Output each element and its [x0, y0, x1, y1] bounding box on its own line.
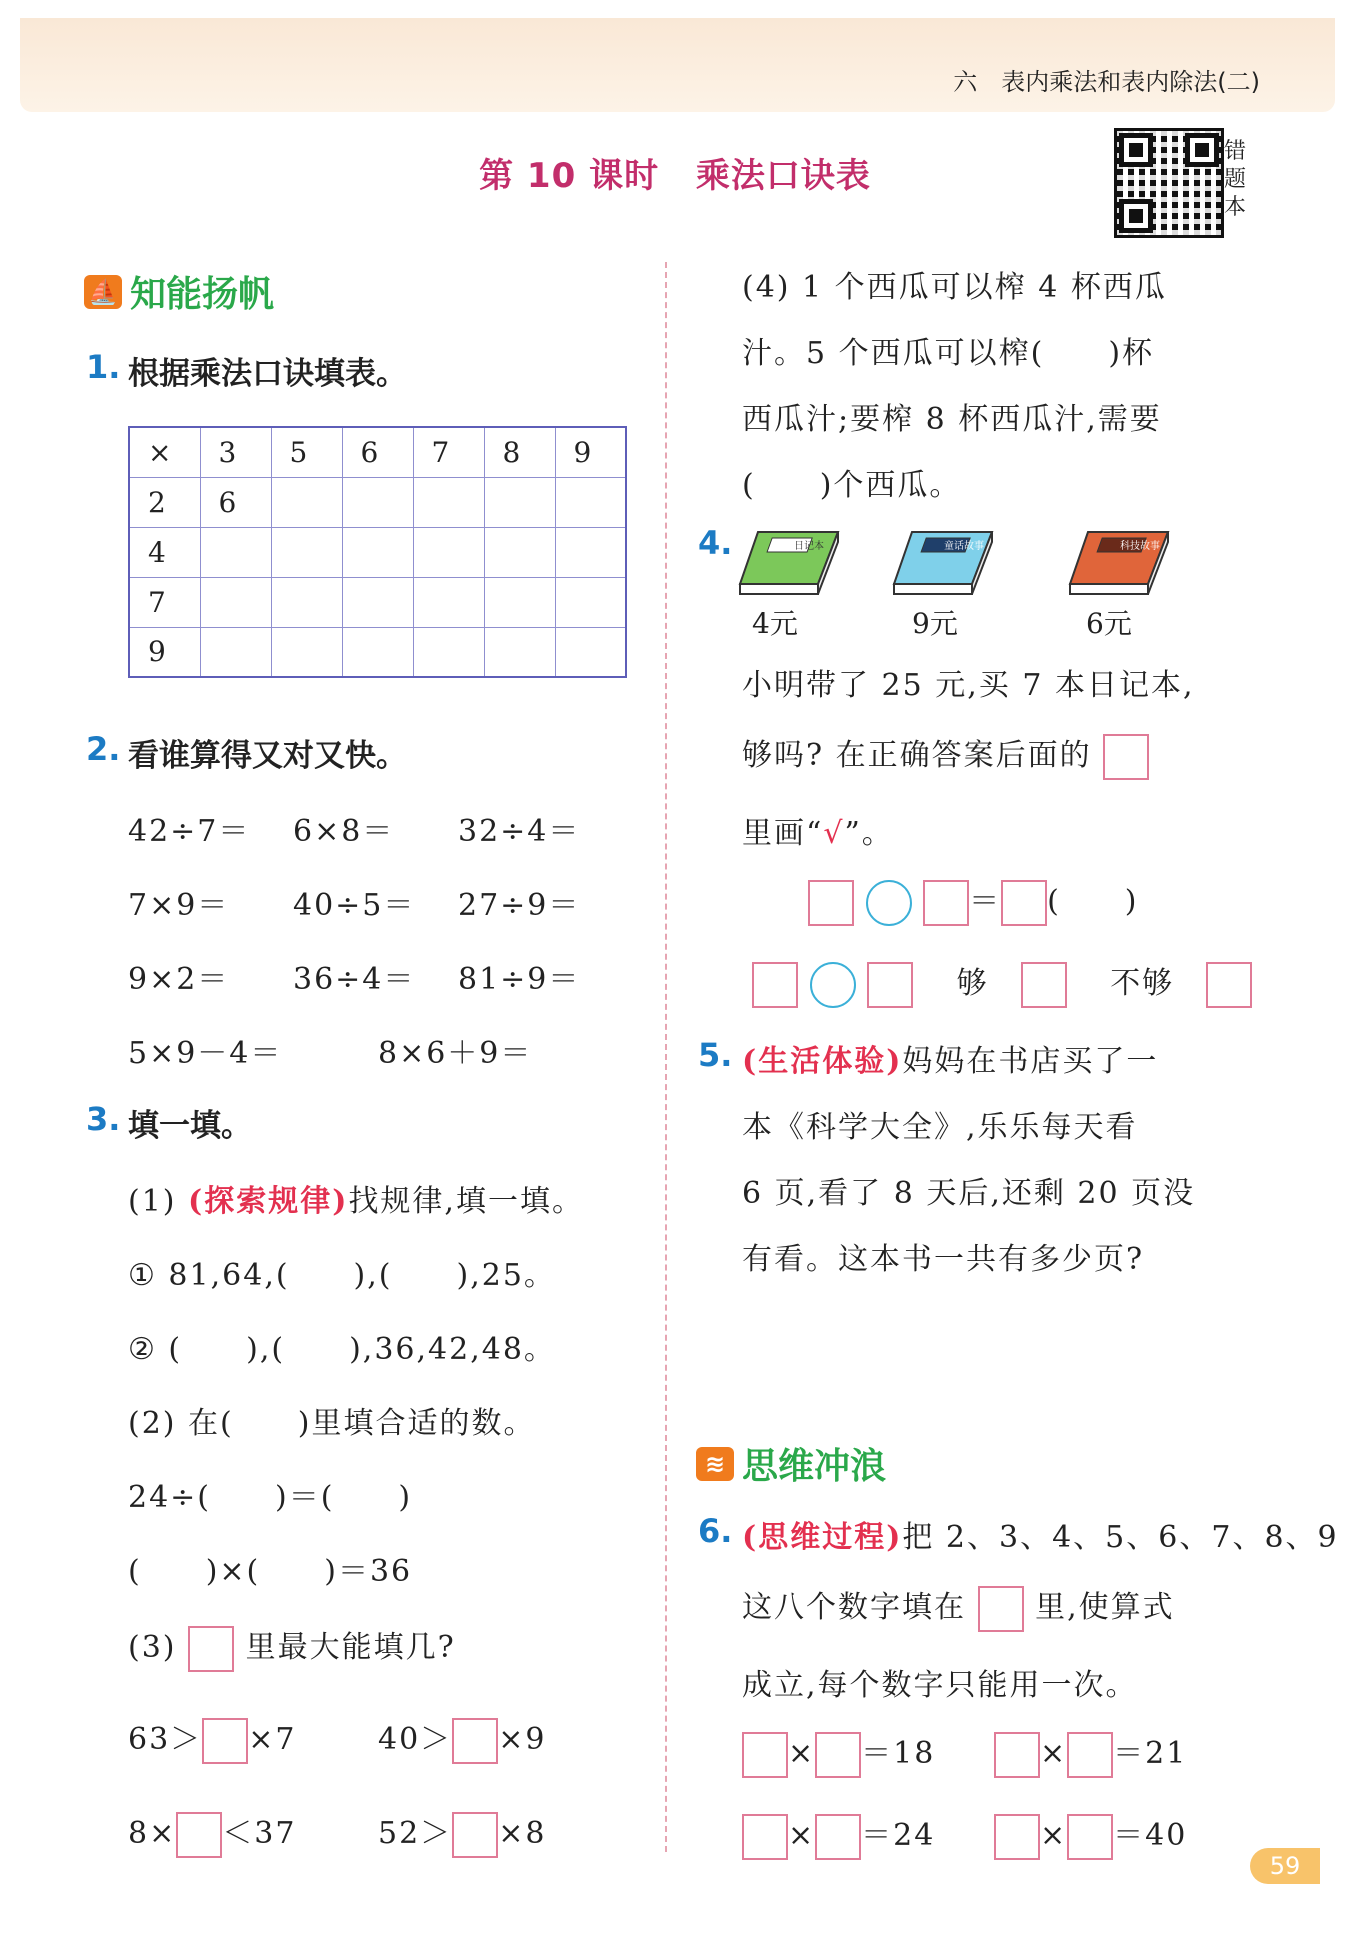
table-cell[interactable] — [484, 527, 555, 577]
table-cell[interactable] — [555, 527, 626, 577]
question-1-title: 根据乘法口诀填表。 — [128, 356, 407, 392]
calc-item: 7×9＝ — [128, 888, 230, 923]
question-5-number: 5. — [698, 1036, 733, 1074]
answer-box[interactable] — [188, 1626, 234, 1672]
q4-equation-row: ＝ ( ) — [808, 876, 1139, 926]
q3-part1-line: (1) (探索规律)找规律,填一填。 — [128, 1184, 584, 1219]
answer-box[interactable] — [978, 1586, 1024, 1632]
table-row — [129, 477, 626, 527]
question-2-title: 看谁算得又对又快。 — [128, 738, 407, 774]
q5-l2: 本《科学大全》,乐乐每天看 — [742, 1110, 1138, 1145]
book-price: 6元 — [1086, 607, 1132, 640]
answer-box[interactable] — [815, 1732, 861, 1778]
q3-part3-line: (3) 里最大能填几? — [128, 1622, 456, 1672]
answer-box[interactable] — [452, 1718, 498, 1764]
calc-item: 36÷4＝ — [293, 962, 416, 997]
q3-part3-a2: 40＞ ×9 — [378, 1714, 546, 1764]
table-cell[interactable] — [271, 627, 342, 677]
section-heading-zhineng: ⛵ 知能扬帆 — [84, 266, 274, 317]
calc-item: 27÷9＝ — [458, 888, 581, 923]
q4-compare-row: 够 不够 — [752, 958, 1252, 1008]
q3-part3-b1: 8× ＜37 — [128, 1808, 296, 1858]
calc-item: 6×8＝ — [293, 814, 395, 849]
q6-eq4: × ＝40 — [994, 1810, 1187, 1860]
table-cell[interactable] — [342, 627, 413, 677]
calc-item: 8×6＋9＝ — [378, 1036, 533, 1071]
surf-icon: ≋ — [696, 1447, 734, 1481]
qr-code-icon[interactable] — [1114, 128, 1224, 238]
q3-part4-l4: ( )个西瓜。 — [742, 468, 962, 503]
calc-item: 5×9－4＝ — [128, 1036, 283, 1071]
section-heading-siwei: ≋ 思维冲浪 — [696, 1438, 886, 1489]
table-cell[interactable] — [200, 527, 271, 577]
book-label: 童话故事 — [944, 541, 984, 552]
table-cell[interactable] — [342, 577, 413, 627]
answer-box[interactable] — [742, 1732, 788, 1778]
q6-l3: 成立,每个数字只能用一次。 — [742, 1668, 1138, 1703]
table-cell[interactable] — [555, 577, 626, 627]
answer-box[interactable] — [202, 1718, 248, 1764]
question-3-title: 填一填。 — [128, 1108, 252, 1144]
lesson-name: 乘法口诀表 — [695, 156, 871, 196]
answer-box[interactable] — [923, 880, 969, 926]
q3-part4-l2: 汁。5 个西瓜可以榨( )杯 — [742, 336, 1155, 371]
lesson-number: 第 10 课时 — [479, 156, 660, 196]
calc-item: 9×2＝ — [128, 962, 230, 997]
table-cell[interactable] — [555, 627, 626, 677]
table-cell[interactable] — [484, 627, 555, 677]
tag-explore: (探索规律) — [188, 1184, 349, 1219]
q5-l4: 有看。这本书一共有多少页? — [742, 1242, 1145, 1277]
table-header-cell: 6 — [342, 427, 413, 477]
table-cell[interactable] — [484, 577, 555, 627]
answer-box[interactable] — [1001, 880, 1047, 926]
table-header-row — [129, 427, 626, 477]
q5-l1: (生活体验)妈妈在书店买了一 — [742, 1044, 1159, 1079]
check-mark-icon: √ — [823, 816, 845, 851]
table-header-cell: 8 — [484, 427, 555, 477]
book-label: 日记本 — [794, 541, 824, 552]
calc-item: 32÷4＝ — [458, 814, 581, 849]
q3-part4-l3: 西瓜汁;要榨 8 杯西瓜汁,需要 — [742, 402, 1162, 437]
q3-part3-b2: 52＞ ×8 — [378, 1808, 546, 1858]
question-3-number: 3. — [86, 1100, 121, 1138]
table-cell[interactable] — [484, 477, 555, 527]
table-row — [129, 627, 626, 677]
q3-part3-a1: 63＞ ×7 — [128, 1714, 296, 1764]
question-6-number: 6. — [698, 1512, 733, 1550]
answer-box[interactable] — [752, 962, 798, 1008]
table-header-cell: 9 — [555, 427, 626, 477]
answer-box[interactable] — [1067, 1732, 1113, 1778]
table-cell[interactable] — [555, 477, 626, 527]
q4-l2: 够吗? 在正确答案后面的 — [742, 730, 1149, 780]
book-label: 科技故事 — [1120, 541, 1160, 552]
book-price: 9元 — [912, 607, 958, 640]
table-cell[interactable] — [271, 577, 342, 627]
answer-box[interactable] — [808, 880, 854, 926]
table-row-head: 7 — [129, 577, 200, 627]
table-cell[interactable] — [413, 477, 484, 527]
table-cell[interactable] — [342, 477, 413, 527]
table-cell[interactable] — [413, 527, 484, 577]
table-cell[interactable] — [342, 527, 413, 577]
diary-book-icon — [738, 522, 848, 600]
chapter-title: 六 表内乘法和表内除法(二) — [953, 68, 1260, 96]
answer-box[interactable] — [994, 1814, 1040, 1860]
table-row — [129, 527, 626, 577]
multiplication-table — [128, 426, 627, 678]
answer-box[interactable] — [452, 1812, 498, 1858]
tag-thinking: (思维过程) — [742, 1520, 903, 1555]
calc-item: 40÷5＝ — [293, 888, 416, 923]
table-cell[interactable] — [200, 627, 271, 677]
answer-box[interactable] — [994, 1732, 1040, 1778]
operator-circle[interactable] — [810, 962, 856, 1008]
table-cell[interactable] — [413, 577, 484, 627]
q6-l1: (思维过程)把 2、3、4、5、6、7、8、9 — [742, 1520, 1339, 1555]
q6-l2: 这八个数字填在 里,使算式 — [742, 1582, 1175, 1632]
table-row — [129, 577, 626, 627]
science-book-icon — [1068, 522, 1178, 600]
answer-box[interactable] — [815, 1814, 861, 1860]
table-row-head: 2 — [129, 477, 200, 527]
table-header-cell: 7 — [413, 427, 484, 477]
table-row-head: 9 — [129, 627, 200, 677]
fairy-tale-book-icon — [892, 522, 1002, 600]
calc-item: 81÷9＝ — [458, 962, 581, 997]
question-1-number: 1. — [86, 348, 121, 386]
operator-circle[interactable] — [866, 880, 912, 926]
answer-box[interactable] — [1103, 734, 1149, 780]
table-header-cell: 3 — [200, 427, 271, 477]
qr-label: 错 题 本 — [1224, 139, 1247, 220]
q3-part2-a: 24÷( )＝( ) — [128, 1480, 413, 1515]
table-header-cell: × — [129, 427, 200, 477]
sail-icon: ⛵ — [84, 275, 122, 309]
table-cell[interactable] — [200, 577, 271, 627]
table-row-head: 4 — [129, 527, 200, 577]
answer-box[interactable] — [742, 1814, 788, 1860]
enough-check-box[interactable] — [1021, 962, 1067, 1008]
book-price: 4元 — [752, 607, 798, 640]
q3-part4-l1: (4) 1 个西瓜可以榨 4 杯西瓜 — [742, 270, 1167, 305]
q4-l1: 小明带了 25 元,买 7 本日记本, — [742, 668, 1195, 703]
question-4-number: 4. — [698, 524, 733, 562]
not-enough-check-box[interactable] — [1206, 962, 1252, 1008]
q6-eq3: × ＝24 — [742, 1810, 935, 1860]
answer-box[interactable] — [1067, 1814, 1113, 1860]
q3-pattern-a: ① 81,64,( ),( ),25。 — [128, 1258, 556, 1293]
column-divider — [665, 262, 667, 1852]
q3-part2-b: ( )×( )＝36 — [128, 1554, 413, 1589]
tag-life: (生活体验) — [742, 1044, 903, 1079]
page-number: 59 — [1250, 1848, 1320, 1884]
question-2-number: 2. — [86, 730, 121, 768]
q6-eq1: × ＝18 — [742, 1728, 935, 1778]
table-cell[interactable] — [413, 627, 484, 677]
q3-part2-line: (2) 在( )里填合适的数。 — [128, 1406, 536, 1441]
q4-l3: 里画“√”。 — [742, 816, 894, 851]
q6-eq2: × ＝21 — [994, 1728, 1187, 1778]
answer-box[interactable] — [176, 1812, 222, 1858]
answer-box[interactable] — [867, 962, 913, 1008]
table-cell[interactable]: 6 — [200, 477, 271, 527]
q5-l3: 6 页,看了 8 天后,还剩 20 页没 — [742, 1176, 1196, 1211]
calc-item: 42÷7＝ — [128, 814, 251, 849]
table-cell[interactable] — [271, 477, 342, 527]
table-cell[interactable] — [271, 527, 342, 577]
table-header-cell: 5 — [271, 427, 342, 477]
q3-pattern-b: ② ( ),( ),36,42,48。 — [128, 1332, 556, 1367]
